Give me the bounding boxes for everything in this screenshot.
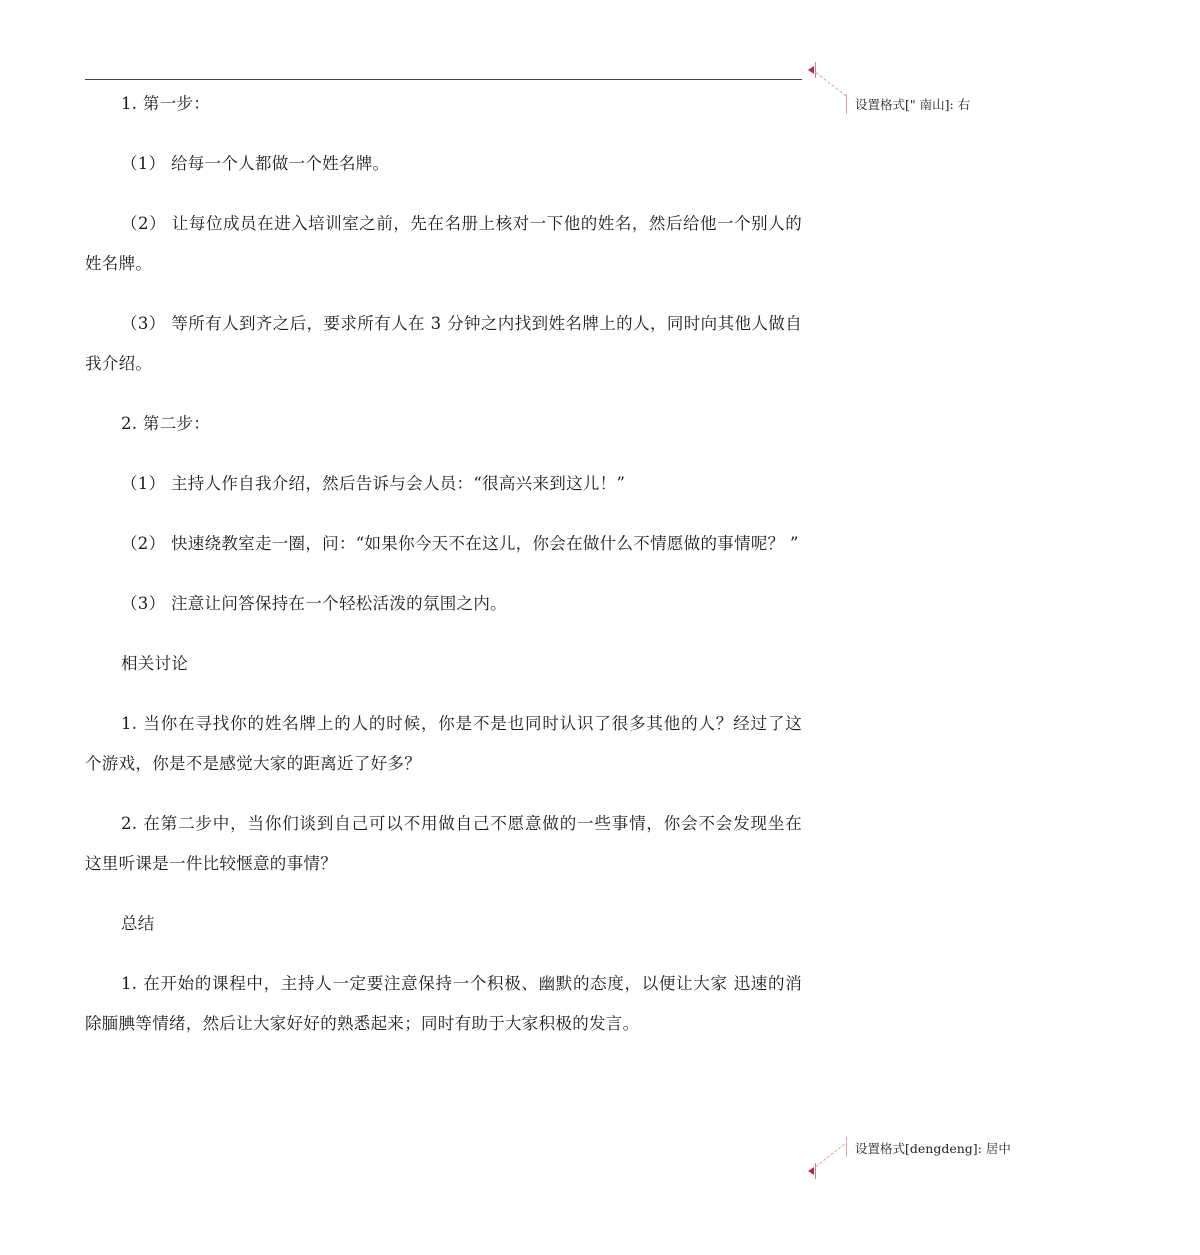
comment-bar <box>846 94 847 114</box>
discussion-item-2: 2. 在第二步中，当你们谈到自己可以不用做自己不愿意做的一些事情，你会不会发现坐在 这里听课是一件比较惬意的事情？ <box>85 814 802 873</box>
comment-anchor-bottom-tick <box>815 1163 816 1179</box>
step-one-heading: 1. 第一步： <box>121 94 211 113</box>
step-two-item-2: （2） 快速绕教室走一圈，问：“如果你今天不在这儿，你会在做什么不情愿做的事情呢？ ” <box>121 534 799 553</box>
comment-anchor-tick <box>815 62 816 78</box>
comment-connector <box>816 72 847 96</box>
document-body <box>85 84 802 1064</box>
header-rule <box>85 79 802 80</box>
summary-heading: 总结 <box>121 914 155 933</box>
format-comment-bottom[interactable]: 设置格式[dengdeng]: 居中 <box>855 1141 1011 1156</box>
discussion-item-1: 1. 当你在寻找你的姓名牌上的人的时候，你是不是也同时认识了很多其他的人？经过了这 个游戏，你是不是感觉大家的距离近了好多？ <box>85 714 802 773</box>
comment-anchor-bottom-icon[interactable] <box>808 1167 814 1175</box>
step-one-item-1: （1） 给每一个人都做一个姓名牌。 <box>121 154 390 173</box>
discussion-heading: 相关讨论 <box>121 654 189 673</box>
comment-bar-bottom <box>846 1137 847 1157</box>
format-comment-top[interactable]: 设置格式[" 南山]: 右 <box>855 97 971 112</box>
step-two-item-3: （3） 注意让问答保持在一个轻松活泼的氛围之内。 <box>121 594 507 613</box>
step-two-heading: 2. 第二步： <box>121 414 211 433</box>
step-two-item-1: （1） 主持人作自我介绍，然后告诉与会人员：“很高兴来到这儿！” <box>121 474 626 493</box>
step-one-item-3: （3） 等所有人到齐之后，要求所有人在 3 分钟之内找到姓名牌上的人，同时向其他人做自我介绍。 <box>85 314 802 373</box>
summary-item-1: 1. 在开始的课程中，主持人一定要注意保持一个积极、幽默的态度，以便让大家 迅速的消除腼腆等情绪，然后让大家好好的熟悉起来；同时有助于大家积极的发言。 <box>85 974 802 1033</box>
step-one-item-2: （2） 让每位成员在进入培训室之前，先在名册上核对一下他的姓名，然后给他一个别人的姓名牌。 <box>85 214 802 273</box>
comment-anchor-icon[interactable] <box>808 66 814 74</box>
comment-connector-bottom <box>816 1144 845 1167</box>
